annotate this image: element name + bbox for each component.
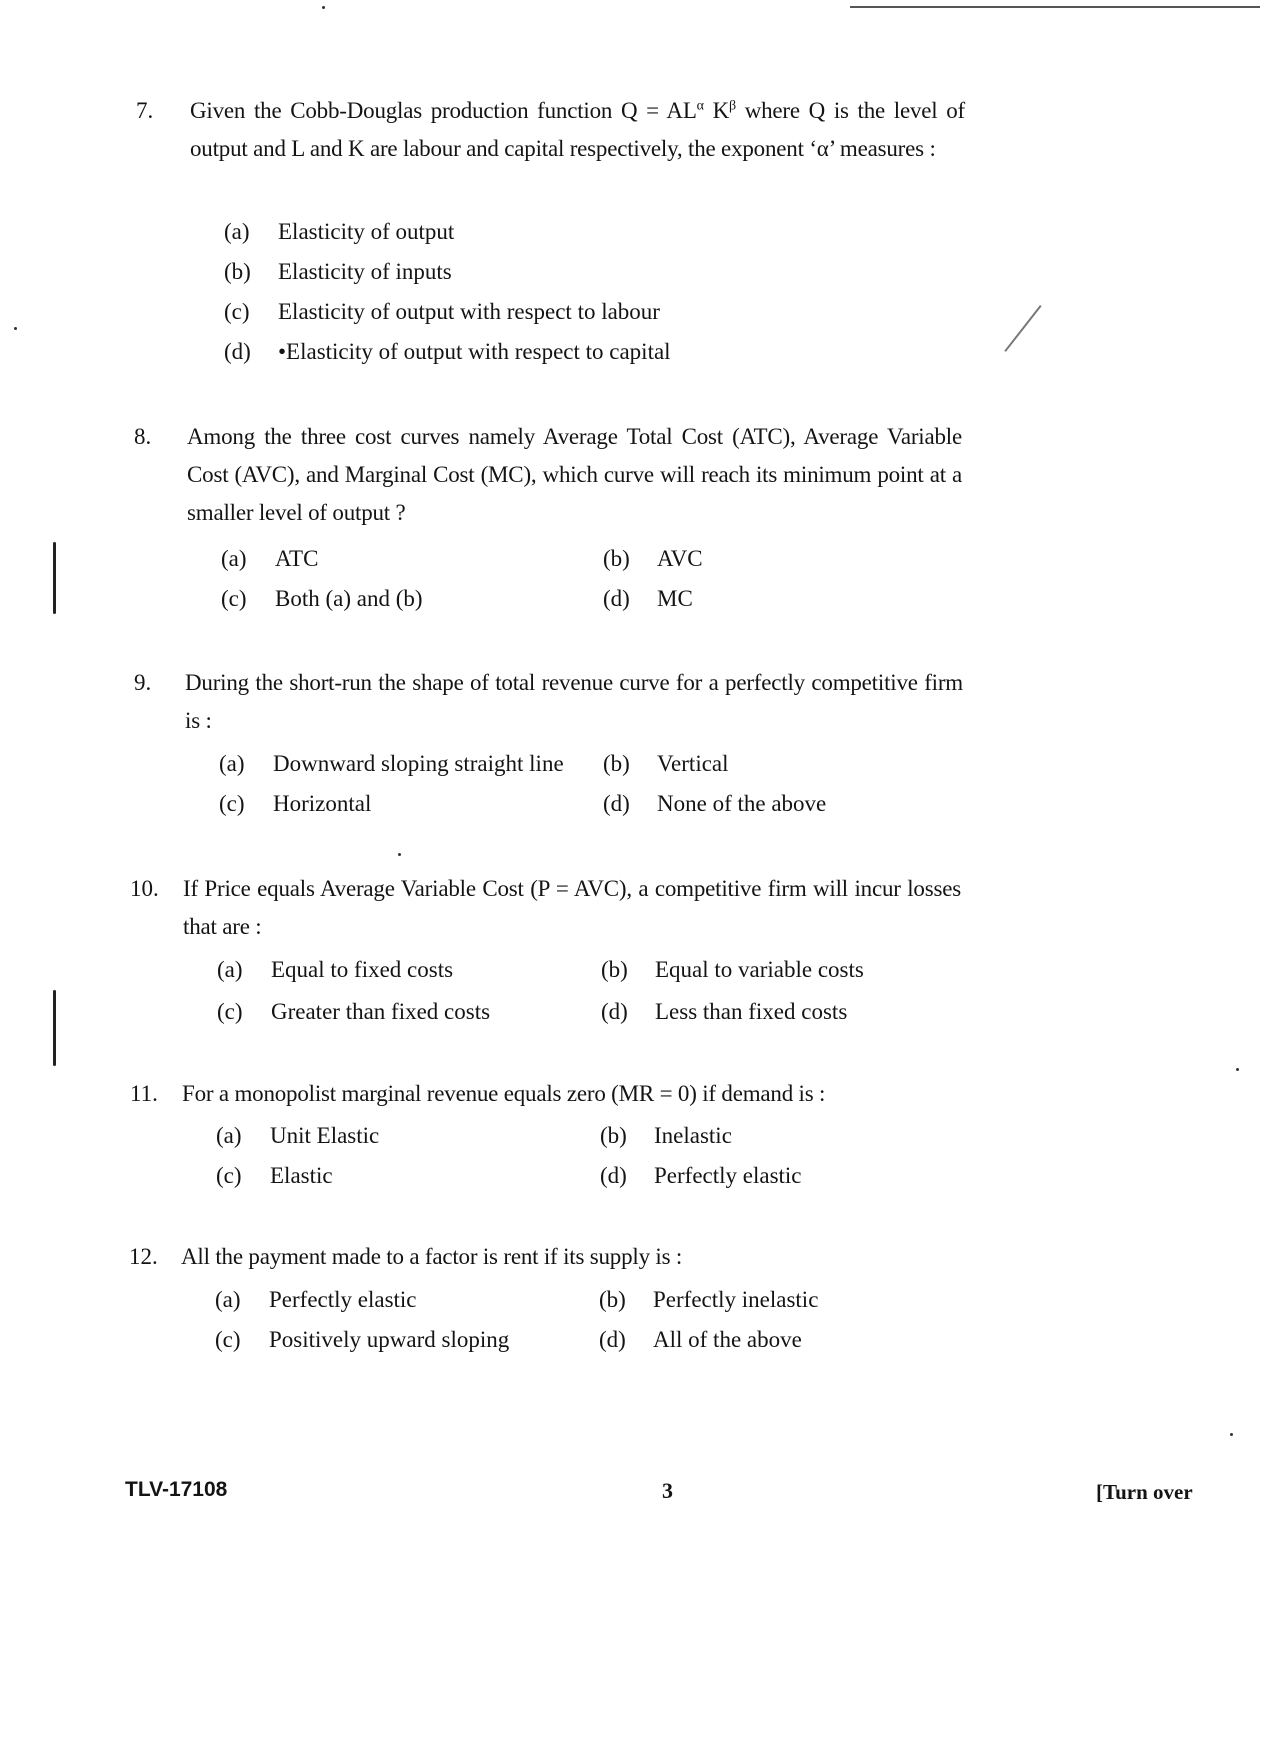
option-text: None of the above (657, 791, 827, 816)
paper-code: TLV-17108 (125, 1478, 228, 1501)
option-b (601, 951, 864, 989)
option-letter: (c) (216, 1163, 242, 1188)
option-c (221, 580, 423, 618)
option-letter: (d) (603, 791, 630, 816)
option-text: Elasticity of output (278, 219, 455, 244)
option-a (217, 951, 453, 989)
margin-bracket-mark (53, 990, 56, 1066)
option-text: Less than fixed costs (655, 999, 848, 1024)
top-rule (850, 6, 1260, 8)
option-text: Positively upward sloping (269, 1327, 510, 1352)
scan-speck (14, 327, 17, 330)
option-text: Greater than fixed costs (271, 999, 491, 1024)
option-letter: (b) (601, 957, 628, 982)
option-text: Equal to fixed costs (271, 957, 454, 982)
option-letter: (c) (217, 999, 243, 1024)
page-number: 3 (662, 1478, 673, 1503)
option-letter: (a) (217, 957, 243, 982)
question-text: Among the three cost curves namely Average Total Cost (ATC), Average Variable Cost (AVC), and Marginal Cost (MC), which curve will reach its minimum point at a smaller level of output ? (187, 424, 962, 525)
pen-slash-mark (1004, 305, 1041, 352)
option-letter: (b) (603, 546, 630, 571)
option-d (603, 785, 826, 823)
option-c (216, 1157, 333, 1195)
option-text: Elasticity of output with respect to labour (278, 299, 660, 324)
question-text: If Price equals Average Variable Cost (P = AVC), a competitive firm will incur losses that are : (183, 876, 961, 939)
option-letter: (d) (224, 339, 251, 364)
scan-speck (1236, 1068, 1239, 1071)
option-text: Perfectly inelastic (653, 1287, 819, 1312)
question-number: 8. (134, 424, 152, 449)
option-text: AVC (657, 546, 703, 571)
option-text: All of the above (653, 1327, 802, 1352)
option-letter: (a) (215, 1287, 241, 1312)
option-letter: (b) (600, 1123, 627, 1148)
scan-speck (322, 6, 325, 9)
option-letter: (d) (603, 586, 630, 611)
option-letter: (d) (601, 999, 628, 1024)
option-d (224, 333, 671, 371)
scan-speck (1230, 1433, 1233, 1436)
question-number: 12. (129, 1244, 158, 1269)
option-b (603, 745, 729, 783)
question-number: 9. (134, 670, 152, 695)
option-letter: (c) (221, 586, 247, 611)
option-text: Perfectly elastic (654, 1163, 802, 1188)
option-letter: (c) (219, 791, 245, 816)
option-letter: (a) (221, 546, 247, 571)
question-text: During the short-run the shape of total revenue curve for a perfectly competitive firm is : (185, 670, 963, 733)
question-text: Given the Cobb-Douglas production function $Q = AL^\alpha$ $K^\beta$ where Q is the level of output and L and K are labour and capital respectively, the exponent ‘α’ measures : (190, 98, 966, 161)
question-number: 10. (130, 876, 159, 901)
question-text: All the payment made to a factor is rent if its supply is : (181, 1244, 683, 1269)
option-b (603, 540, 703, 578)
option-text: Equal to variable costs (655, 957, 864, 982)
option-d (599, 1321, 802, 1359)
option-c (219, 785, 371, 823)
option-c (215, 1321, 509, 1359)
option-text: Inelastic (654, 1123, 732, 1148)
option-letter: (b) (603, 751, 630, 776)
option-b (599, 1281, 818, 1319)
option-text: Elasticity of inputs (278, 259, 452, 284)
option-letter: (d) (600, 1163, 627, 1188)
option-b (600, 1117, 732, 1155)
option-letter: (a) (216, 1123, 242, 1148)
option-c (217, 993, 490, 1031)
option-text: Horizontal (273, 791, 372, 816)
option-a (221, 540, 318, 578)
option-letter: (a) (219, 751, 245, 776)
turn-over-note: [Turn over (1096, 1480, 1193, 1504)
question-text: For a monopolist marginal revenue equals zero (MR = 0) if demand is : (182, 1081, 826, 1106)
option-text: Vertical (657, 751, 729, 776)
option-text: MC (657, 586, 693, 611)
option-letter: (b) (224, 259, 251, 284)
option-d (603, 580, 693, 618)
option-c (224, 293, 660, 331)
margin-bracket-mark (53, 542, 56, 614)
option-text: Downward sloping straight line (273, 751, 564, 776)
option-letter: (b) (599, 1287, 626, 1312)
option-text: Both (a) and (b) (275, 586, 423, 611)
option-a (215, 1281, 417, 1319)
option-d (600, 1157, 802, 1195)
option-b (224, 253, 452, 291)
option-text: Elastic (270, 1163, 333, 1188)
option-a (219, 745, 564, 783)
option-text: Perfectly elastic (269, 1287, 417, 1312)
option-letter: (c) (215, 1327, 241, 1352)
option-d (601, 993, 847, 1031)
option-text: Unit Elastic (270, 1123, 380, 1148)
scan-speck (398, 853, 401, 856)
option-letter: (c) (224, 299, 250, 324)
question-number: 7. (136, 98, 154, 123)
option-a (216, 1117, 379, 1155)
option-letter: (d) (599, 1327, 626, 1352)
option-text: ATC (275, 546, 319, 571)
option-text: •Elasticity of output with respect to capital (278, 339, 671, 364)
option-a (224, 213, 454, 251)
question-number: 11. (130, 1081, 158, 1106)
option-letter: (a) (224, 219, 250, 244)
